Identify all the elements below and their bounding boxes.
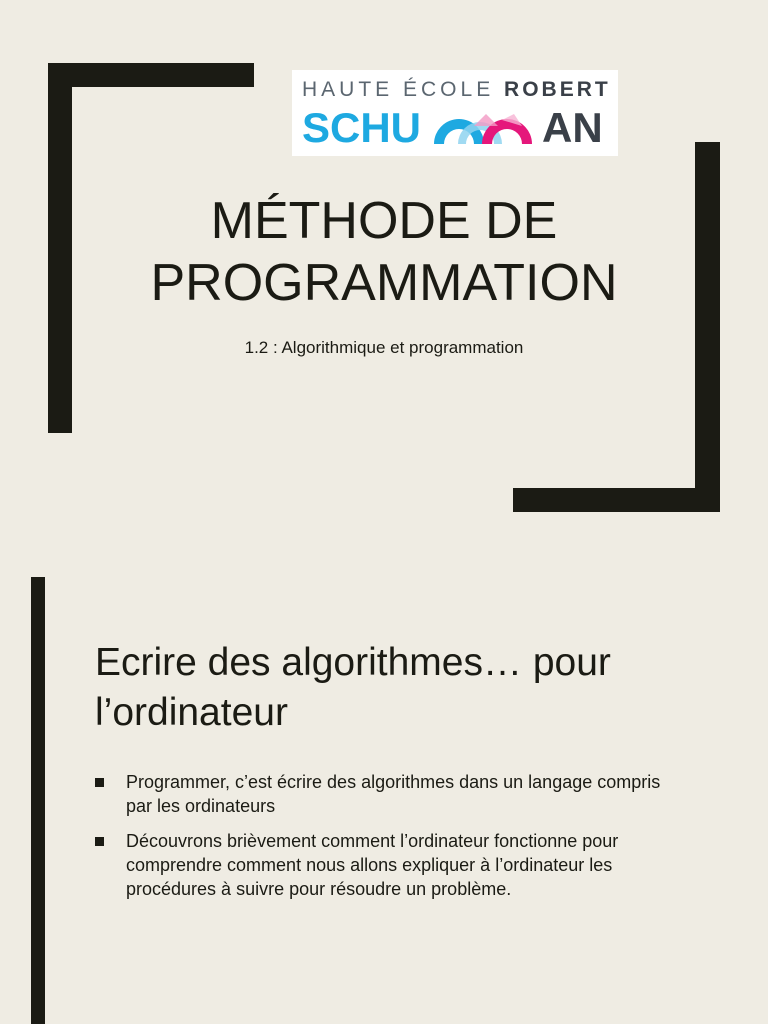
logo-name-part1: SCHU xyxy=(302,104,422,151)
frame-bottom-right-horizontal xyxy=(513,488,720,512)
list-item: Découvrons brièvement comment l’ordinateur fonctionne pour comprendre comment nous allons expliquer à l’ordinateur les procédures à suivre pour résoudre un problème. xyxy=(95,829,685,901)
square-bullet-icon xyxy=(95,778,104,787)
slide2-left-bar xyxy=(31,577,45,1024)
list-item: Programmer, c’est écrire des algorithmes dans un langage compris par les ordinateurs xyxy=(95,770,685,818)
school-logo xyxy=(292,70,618,156)
frame-top-left-horizontal xyxy=(48,63,254,87)
slide2-bullet-list xyxy=(95,770,685,912)
page-subtitle: 1.2 : Algorithmique et programmation xyxy=(244,338,524,357)
logo-top-line: HAUTE ÉCOLE ROBERT xyxy=(302,78,611,101)
logo-arches-icon xyxy=(430,106,540,150)
logo-name-part2: AN xyxy=(542,104,603,151)
square-bullet-icon xyxy=(95,837,104,846)
logo-bottom-line xyxy=(302,106,608,150)
page-title: MÉTHODE DE PROGRAMMATION xyxy=(150,192,618,312)
slide2-heading: Ecrire des algorithmes… pour l’ordinateur xyxy=(95,641,611,734)
